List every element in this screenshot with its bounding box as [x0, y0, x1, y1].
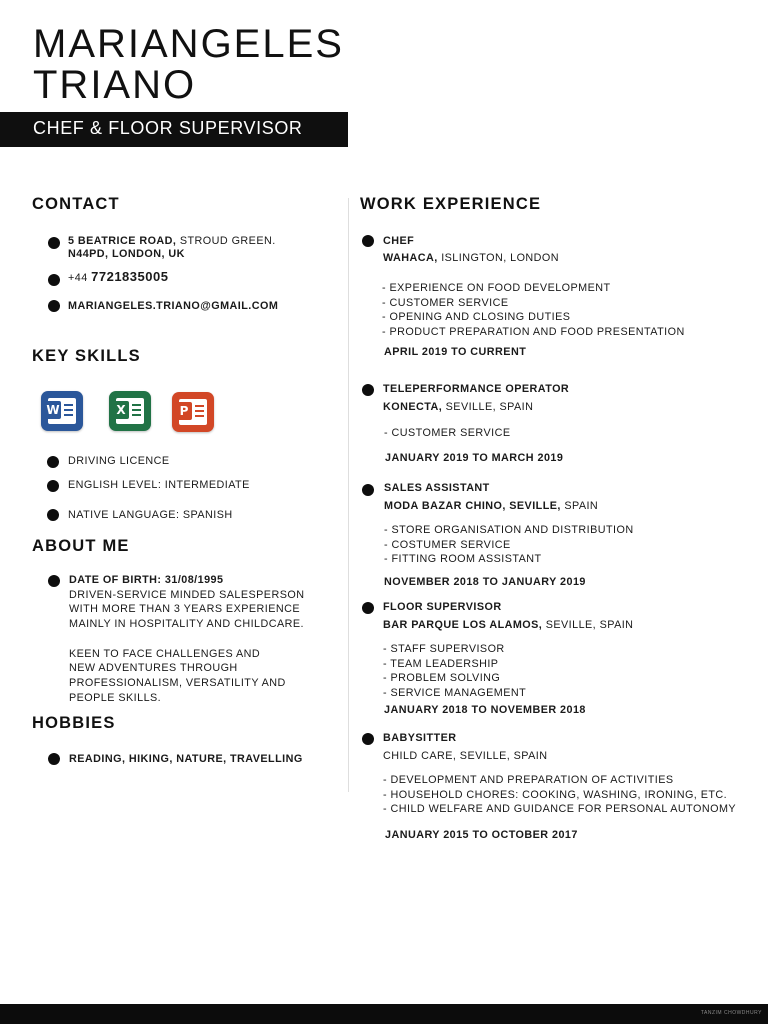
company-name: KONECTA, — [383, 401, 443, 413]
about-line: PROFESSIONALISM, VERSATILITY AND — [69, 676, 286, 689]
duty-item: - FITTING ROOM ASSISTANT — [384, 553, 542, 566]
duty-item: - STAFF SUPERVISOR — [383, 643, 505, 655]
job-dates: JANUARY 2018 TO NOVEMBER 2018 — [384, 704, 586, 716]
bullet-icon — [48, 300, 60, 312]
bullet-icon — [48, 753, 60, 765]
date-of-birth: DATE OF BIRTH: 31/08/1995 — [69, 574, 224, 586]
about-heading: ABOUT ME — [32, 537, 130, 555]
bullet-icon — [362, 602, 374, 614]
job-dates: JANUARY 2019 TO MARCH 2019 — [385, 452, 564, 464]
company-location: ISLINGTON, LONDON — [441, 252, 560, 264]
contact-email[interactable]: MARIANGELES.TRIANO@GMAIL.COM — [68, 300, 279, 312]
job-title: CHEF & FLOOR SUPERVISOR — [33, 118, 303, 138]
name-first: MARIANGELES — [33, 22, 344, 66]
job-title: FLOOR SUPERVISOR — [383, 601, 502, 613]
job-title: TELEPERFORMANCE OPERATOR — [383, 383, 570, 395]
duty-item: - EXPERIENCE ON FOOD DEVELOPMENT — [382, 282, 611, 294]
duty-item: - HOUSEHOLD CHORES: COOKING, WASHING, IRONING, ETC. — [383, 788, 728, 801]
duty-item: - TEAM LEADERSHIP — [383, 657, 499, 670]
job-company — [383, 618, 633, 633]
duty-item: - CUSTOMER SERVICE — [382, 296, 509, 309]
resume-name — [33, 24, 344, 106]
skill-item: DRIVING LICENCE — [68, 455, 170, 467]
footer-bar — [0, 1004, 768, 1024]
job-company — [384, 499, 598, 514]
excel-icon — [109, 391, 151, 431]
job-title: BABYSITTER — [383, 732, 457, 744]
company-location: SPAIN — [564, 500, 599, 512]
duty-item: - CUSTOMER SERVICE — [384, 427, 511, 439]
bullet-icon — [48, 237, 60, 249]
job-duties — [383, 773, 736, 817]
bullet-icon — [47, 509, 59, 521]
duty-item: - OPENING AND CLOSING DUTIES — [382, 311, 571, 324]
about-line: WITH MORE THAN 3 YEARS EXPERIENCE — [69, 603, 301, 616]
word-letter: W — [46, 403, 60, 417]
duty-item: - PRODUCT PREPARATION AND FOOD PRESENTATION — [382, 326, 685, 339]
duty-item: - PROBLEM SOLVING — [383, 672, 501, 685]
powerpoint-letter: P — [176, 402, 192, 420]
company-location: CHILD CARE, SEVILLE, SPAIN — [383, 750, 548, 762]
duty-item: - SERVICE MANAGEMENT — [383, 687, 527, 700]
skill-item: ENGLISH LEVEL: INTERMEDIATE — [68, 479, 250, 491]
duty-item: - DEVELOPMENT AND PREPARATION OF ACTIVITIES — [383, 774, 674, 786]
job-title: SALES ASSISTANT — [384, 482, 490, 494]
key-skills-heading: KEY SKILLS — [32, 347, 141, 365]
about-line: MAINLY IN HOSPITALITY AND CHILDCARE. — [69, 618, 304, 631]
footer-credit: TANZIM CHOWDHURY — [700, 1010, 762, 1016]
duty-item: - STORE ORGANISATION AND DISTRIBUTION — [384, 524, 634, 536]
contact-phone — [68, 270, 168, 286]
address-area: STROUD GREEN. — [179, 235, 276, 247]
job-title: CHEF — [383, 235, 415, 247]
bullet-icon — [47, 456, 59, 468]
about-line: DRIVEN-SERVICE MINDED SALESPERSON — [69, 588, 305, 601]
job-duties — [383, 642, 526, 701]
duty-item: - COSTUMER SERVICE — [384, 538, 511, 551]
about-line: KEEN TO FACE CHALLENGES AND — [69, 647, 261, 660]
bullet-icon — [362, 235, 374, 247]
skill-item: NATIVE LANGUAGE: SPANISH — [68, 509, 233, 521]
company-name: BAR PARQUE LOS ALAMOS, — [383, 619, 543, 631]
bullet-icon — [48, 575, 60, 587]
about-text — [69, 573, 304, 705]
bullet-icon — [47, 480, 59, 492]
hobbies-text: READING, HIKING, NATURE, TRAVELLING — [69, 753, 303, 765]
name-last: TRIANO — [33, 63, 197, 107]
bullet-icon — [362, 733, 374, 745]
bullet-icon — [362, 484, 374, 496]
company-name: MODA BAZAR CHINO, SEVILLE, — [384, 500, 561, 512]
hobbies-heading: HOBBIES — [32, 714, 116, 732]
word-icon — [41, 391, 83, 431]
job-duties — [382, 281, 685, 340]
job-duties — [384, 523, 634, 567]
job-company — [383, 400, 533, 415]
job-company — [383, 251, 559, 266]
company-location: SEVILLE, SPAIN — [545, 619, 634, 631]
job-duties — [384, 426, 511, 441]
bullet-icon — [48, 274, 60, 286]
contact-address — [68, 235, 276, 260]
address-postcode: N44PD, LONDON, UK — [68, 247, 185, 260]
company-location: SEVILLE, SPAIN — [445, 401, 534, 413]
job-company — [383, 749, 548, 764]
company-name: WAHACA, — [383, 252, 438, 264]
duty-item: - CHILD WELFARE AND GUIDANCE FOR PERSONAL AUTONOMY — [383, 803, 737, 816]
column-divider — [348, 198, 349, 792]
contact-heading: CONTACT — [32, 195, 120, 213]
address-street: 5 BEATRICE ROAD, — [68, 235, 177, 247]
excel-letter: X — [113, 401, 129, 419]
powerpoint-icon — [172, 392, 214, 432]
about-line: NEW ADVENTURES THROUGH — [69, 662, 238, 675]
job-dates: JANUARY 2015 TO OCTOBER 2017 — [385, 829, 578, 841]
about-line: PEOPLE SKILLS. — [69, 691, 162, 704]
job-dates: APRIL 2019 TO CURRENT — [384, 346, 527, 358]
phone-prefix: +44 — [68, 272, 88, 284]
bullet-icon — [362, 384, 374, 396]
job-dates: NOVEMBER 2018 TO JANUARY 2019 — [384, 576, 586, 588]
phone-number: 7721835005 — [91, 269, 169, 284]
work-experience-heading: WORK EXPERIENCE — [360, 195, 542, 213]
